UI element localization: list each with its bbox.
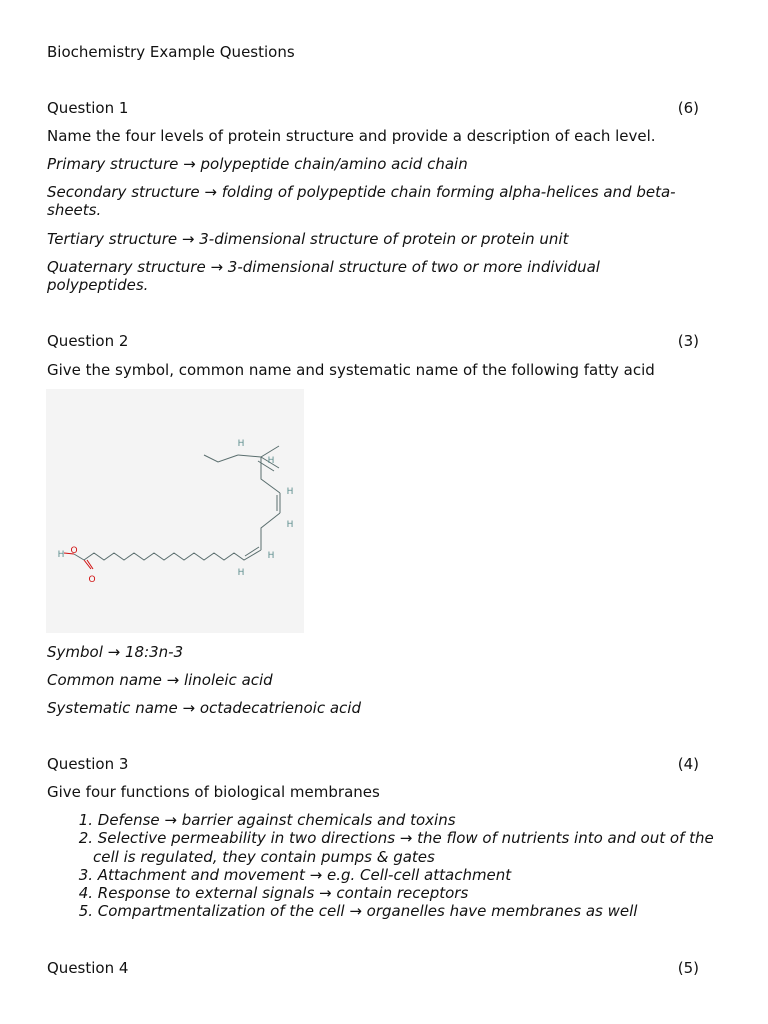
question-1-prompt: Name the four levels of protein structure and provide a description of each level. [47,127,656,145]
question-1-header [47,99,699,117]
question-3-header [47,755,699,773]
list-item-text [93,866,727,884]
question-2-label: Question 2 [47,332,129,350]
hydrogen-label-4: H [286,520,294,530]
list-item-number: 3. [78,865,93,884]
list-item [47,902,727,920]
hydrogen-label-1: H [237,439,245,449]
question-1-label: Question 1 [47,99,129,117]
list-item-text-value: Defense → barrier against chemicals and toxins [97,811,456,829]
question-2-prompt: Give the symbol, common name and systematic name of the following fatty acid [47,361,655,379]
list-item-text [93,884,727,902]
question-3-marks: (4) [677,755,699,773]
list-item-text [93,902,727,920]
list-item-text [93,811,727,829]
question-2-marks: (3) [677,332,699,350]
q2-answer-systematic-name: Systematic name → octadecatrienoic acid [47,699,361,717]
q1-answer-secondary: Secondary structure → folding of polypeptide chain forming alpha-helices and beta-sheets. [47,183,676,219]
page-title: Biochemistry Example Questions [47,43,295,61]
fatty-acid-structure-image [46,389,304,633]
question-4-header [47,959,699,977]
fatty-acid-skeletal-formula [46,389,304,633]
hydrogen-label-3: H [286,487,294,497]
list-item-number: 2. [78,829,93,848]
list-item [47,866,727,884]
list-item [47,884,727,902]
list-item-text-value: Response to external signals → contain receptors [97,884,469,903]
membrane-functions-list [47,811,727,921]
q1-answer-primary: Primary structure → polypeptide chain/amino acid chain [47,155,468,173]
oh-hydrogen-label: H [57,550,65,560]
carbon-chain-bonds [64,446,280,569]
question-2-header [47,332,699,350]
question-4-label: Question 4 [47,959,129,977]
hydrogen-label-5: H [267,551,275,561]
q2-answer-common-name: Common name → linoleic acid [47,671,273,689]
list-item-text-value: Selective permeability in two directions → the flow of nutrients into and out of the cell is regulated, they contain pumps & gates [93,829,714,866]
q1-answer-quaternary: Quaternary structure → 3-dimensional structure of two or more individual polypeptides. [47,258,600,294]
question-3-label: Question 3 [47,755,129,773]
hydrogen-label-2: H [267,456,275,466]
question-1-marks: (6) [677,99,699,117]
hydroxyl-oxygen-label: O [70,546,78,556]
list-item-number: 5. [78,902,93,921]
question-3-prompt: Give four functions of biological membranes [47,783,380,801]
list-item [47,811,727,829]
q2-answer-symbol: Symbol → 18:3n-3 [47,643,184,661]
list-item-number: 1. [78,811,93,829]
carbonyl-oxygen-label: O [88,575,96,585]
list-item-text-value: Attachment and movement → e.g. Cell-cell attachment [97,865,512,884]
hydrogen-label-6: H [237,568,245,578]
list-item-number: 4. [78,884,93,903]
list-item-text [93,829,727,866]
list-item [47,829,727,866]
atom-labels [58,439,294,585]
list-item-text-value: Compartmentalization of the cell → organelles have membranes as well [97,902,638,921]
question-4-marks: (5) [677,959,699,977]
q1-answer-tertiary: Tertiary structure → 3-dimensional structure of protein or protein unit [47,230,569,248]
